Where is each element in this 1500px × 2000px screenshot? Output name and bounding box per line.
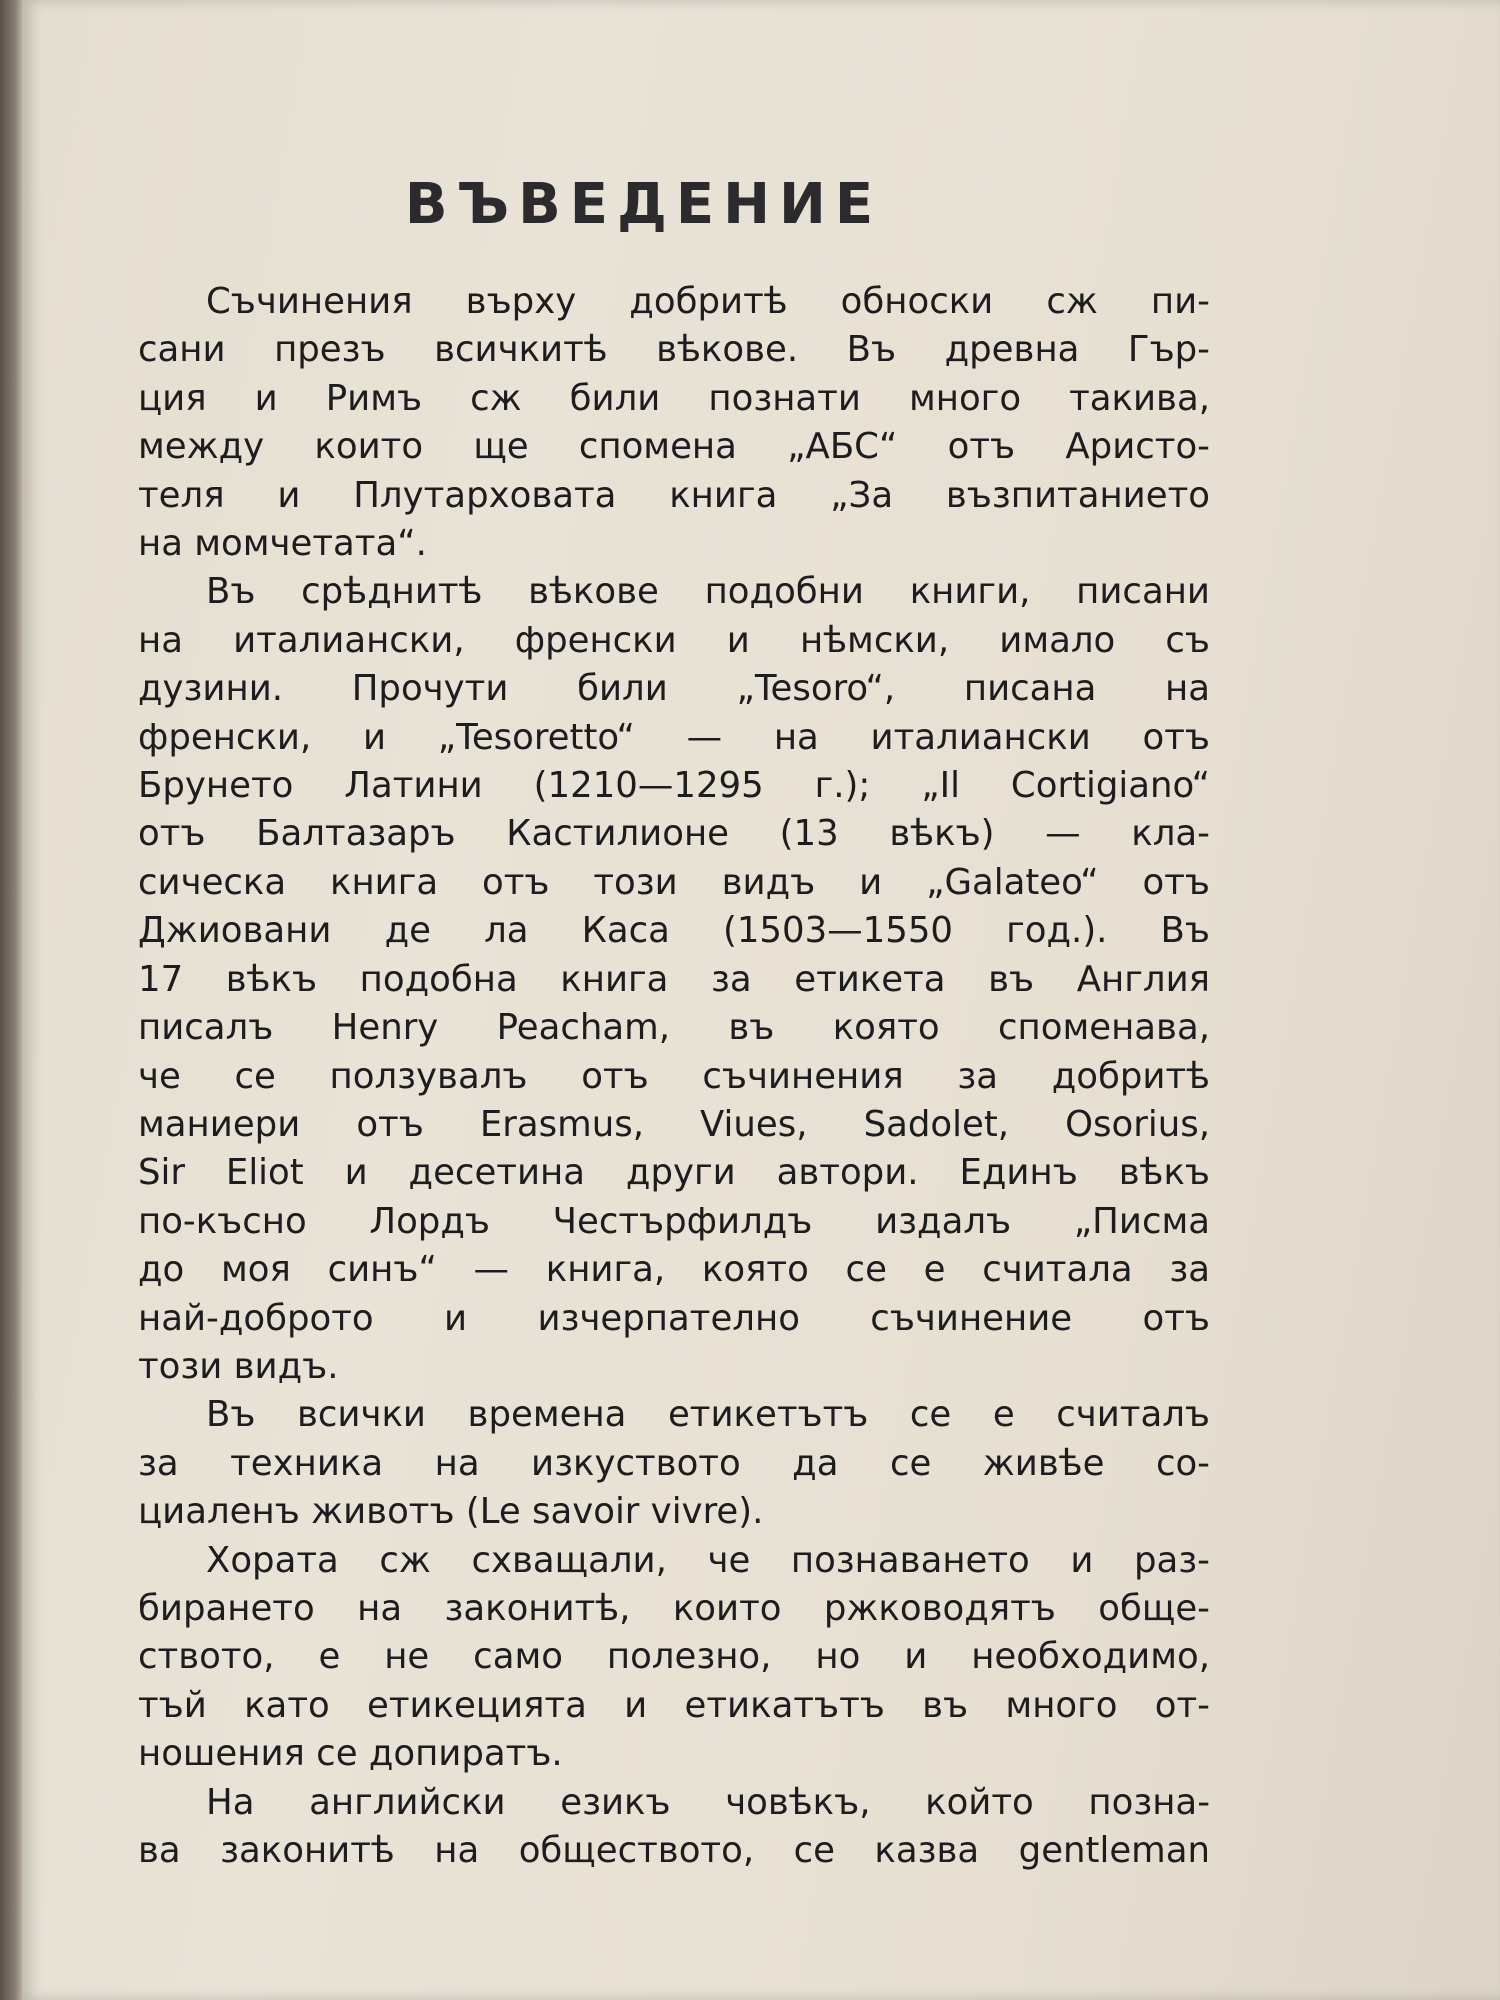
text-line: ството, е не само полезно, но и необходимо, — [138, 1636, 1210, 1678]
text-line: дузини. Прочути били „Tesoro“, писана на — [138, 668, 1210, 710]
book-gutter — [0, 0, 22, 2000]
text-line: сическа книга отъ този видъ и „Galateo“ отъ — [138, 861, 1210, 903]
text-line: до моя синъ“ — книга, която се е считала за — [138, 1249, 1210, 1291]
text-line: 17 вѣкъ подобна книга за етикета въ Англия — [138, 958, 1210, 1000]
text-line: Съчинения върху добритѣ обноски сж пи- — [206, 281, 1210, 322]
text-line: Джиовани де ла Каса (1503—1550 год.). Въ — [138, 910, 1210, 952]
text-line: френски, и „Tesoretto“ — на италиански отъ — [138, 716, 1210, 758]
text-line: Sir Eliot и десетина други автори. Единъ вѣкъ — [138, 1152, 1210, 1194]
body-text — [138, 278, 1210, 1875]
text-line: теля и Плутарховата книга „За възпитанието — [138, 474, 1210, 516]
text-line: Въ срѣднитѣ вѣкове подобни книги, писани — [206, 571, 1210, 613]
text-line: отъ Балтазаръ Кастилионе (13 вѣкъ) — кла- — [138, 813, 1210, 855]
text-line: между които ще спомена „АБС“ отъ Аристо- — [138, 426, 1210, 468]
text-line: ция и Римъ сж били познати много такива, — [138, 377, 1210, 419]
text-line: бирането на законитѣ, които ржководятъ обще- — [138, 1587, 1210, 1629]
text-line: на момчетата“. — [138, 523, 427, 565]
text-line: че се ползувалъ отъ съчинения за добритѣ — [138, 1055, 1210, 1097]
text-line: циаленъ животъ (Le savoir vivre). — [138, 1491, 764, 1533]
paragraph-1 — [138, 278, 1210, 568]
paragraph-4 — [138, 1537, 1210, 1779]
text-line: На английски езикъ човѣкъ, който позна- — [206, 1781, 1210, 1823]
page-title: ВЪВЕДЕНИЕ — [404, 172, 883, 237]
text-line: този видъ. — [138, 1345, 339, 1387]
paragraph-2 — [138, 568, 1210, 1391]
text-line: най-доброто и изчерпателно съчинение отъ — [138, 1297, 1210, 1339]
text-line: по-късно Лордъ Честърфилдъ издалъ „Писма — [138, 1200, 1210, 1242]
paragraph-3 — [138, 1391, 1210, 1536]
book-page — [22, 0, 1500, 2000]
text-line: сани презъ всичкитѣ вѣкове. Въ древна Гър- — [138, 329, 1210, 371]
text-line: Въ всички времена етикетътъ се е считалъ — [206, 1394, 1210, 1436]
text-line: Хората сж схващали, че познаването и раз- — [206, 1539, 1210, 1581]
text-line: писалъ Henry Peacham, въ която споменава, — [138, 1007, 1210, 1049]
paragraph-5 — [138, 1779, 1210, 1876]
text-line: Брунето Латини (1210—1295 г.); „Il Cortigiano“ — [138, 765, 1210, 807]
text-line: ва законитѣ на обществото, се казва gentleman — [138, 1830, 1210, 1871]
text-line: на италиански, френски и нѣмски, имало съ — [138, 619, 1210, 661]
text-line: ношения се допиратъ. — [138, 1733, 563, 1775]
text-line: тъй като етикецията и етикатътъ въ много от- — [138, 1684, 1210, 1726]
text-line: за техника на изкуството да се живѣе со- — [138, 1442, 1210, 1484]
text-line: маниери отъ Erasmus, Viues, Sadolet, Osorius, — [138, 1103, 1210, 1145]
